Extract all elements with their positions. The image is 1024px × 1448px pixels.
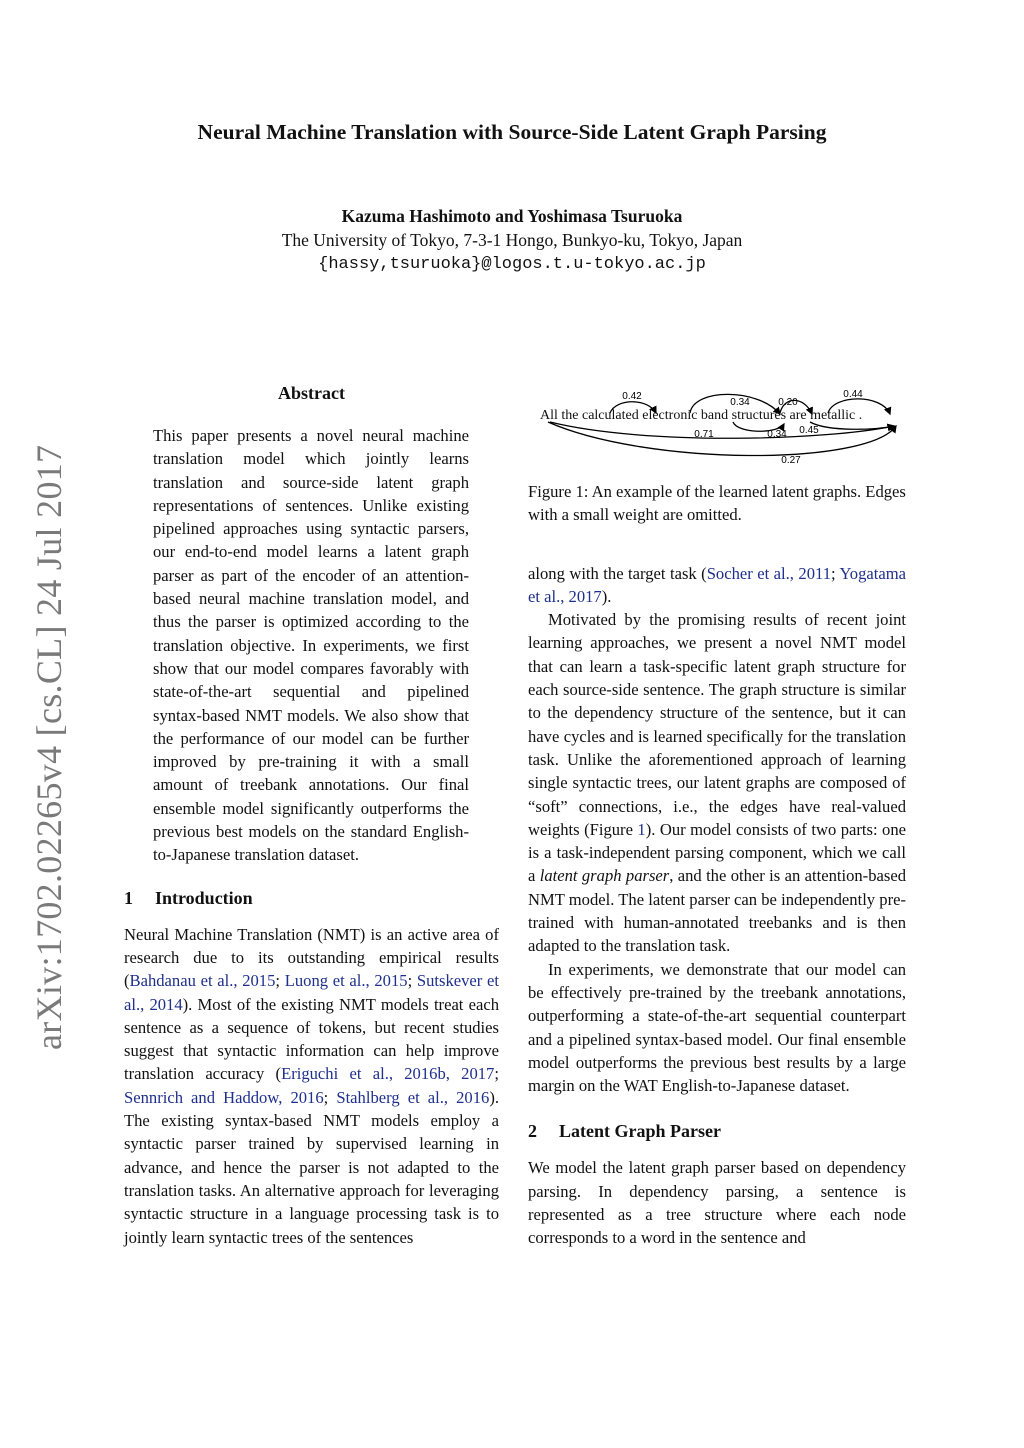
section-title: Latent Graph Parser: [559, 1121, 721, 1142]
section-title: Introduction: [155, 887, 253, 908]
intro-paragraph-1: Neural Machine Translation (NMT) is an active area of research due to its outstanding empirical results (Bahdanau et al., 2015; Luong et al., 2015; Sutskever et al., 2014). Most of the existing NMT models treat each sentence as a sequence of tokens, but recent studies suggest that syntactic information can help improve translation accuracy (Eriguchi et al., 2016b, 2017; Sennrich and Haddow, 2016; Stahlberg et al., 2016). The existing syntax-based NMT models employ a syntactic parser trained by supervised learning in advance, and hence the parser is not adapted to the translation tasks. An alternative approach for leveraging syntactic structure in a language processing task is to jointly learn syntactic trees of the sentences: [124, 924, 500, 1247]
citation-link[interactable]: Luong et al., 2015: [284, 971, 408, 991]
figure-reference-link[interactable]: 1: [637, 819, 646, 839]
abstract-heading: Abstract: [278, 383, 345, 403]
edge-label: 0.34: [767, 429, 787, 440]
citation-link[interactable]: Eriguchi et al., 2016b, 2017: [281, 1064, 495, 1084]
figure-caption: Figure 1: An example of the learned latent graphs. Edges with a small weight are omitted.: [528, 482, 906, 525]
edge-label: 0.34: [730, 397, 750, 408]
edge-label: 0.20: [778, 397, 798, 408]
affiliation: The University of Tokyo, 7-3-1 Hongo, Bunkyo-ku, Tokyo, Japan: [281, 230, 743, 250]
citation-link[interactable]: Sennrich and Haddow, 2016: [124, 1087, 324, 1107]
section-heading-latent-graph-parser: [528, 1121, 906, 1142]
paper-title: Neural Machine Translation with Source-Side Latent Graph Parsing: [197, 120, 827, 144]
section-number: 2: [528, 1121, 537, 1142]
section2-paragraph-1: We model the latent graph parser based on dependency parsing. In dependency parsing, a sentence is represented as a tree structure where each node corresponds to a word in the sentence and: [528, 1158, 906, 1248]
edge-label: 0.27: [781, 455, 801, 466]
left-column: [124, 380, 499, 1249]
section-heading-introduction: [124, 888, 499, 909]
intro-paragraph-4: In experiments, we demonstrate that our model can be effectively pre-trained by the treebank annotations, outperforming a state-of-the-art sequential counterpart and a pipelined syntax-based model. Our final ensemble model outperforms the previous best results by a large margin on the WAT English-to-Japanese dataset.: [528, 959, 906, 1096]
arxiv-stamp: arXiv:1702.02265v4 [cs.CL] 24 Jul 2017: [29, 444, 69, 1050]
abstract-text: This paper presents a novel neural machine translation model which jointly learns translation and source-side latent graph representations of sentences. Unlike existing pipelined approaches using syntactic parsers, our end-to-end model learns a latent graph parser as part of the encoder of an attention-based neural machine translation model, and thus the parser is optimized according to the translation objective. In experiments, we first show that our model compares favorably with state-of-the-art sequential and pipelined syntax-based NMT models. We also show that the performance of our model can be further improved by pre-training it with a small amount of treebank annotations. Our final ensemble model significantly outperforms the previous best models on the standard English-to-Japanese translation dataset.: [153, 426, 469, 865]
edge-label: 0.71: [694, 429, 714, 440]
edge-label: 0.45: [799, 425, 819, 436]
citation-link[interactable]: Socher et al., 2011: [706, 563, 831, 583]
figure-1: [528, 380, 906, 480]
citation-link[interactable]: Sutskever et al., 2014: [124, 971, 499, 1014]
edge-0.71: [550, 422, 894, 438]
edge-label: 0.44: [843, 389, 863, 400]
latent-graph-diagram: [528, 380, 906, 472]
intro-paragraph-3: Motivated by the promising results of recent joint learning approaches, we present a novel NMT model that can learn a task-specific latent graph structure for each source-side sentence. The graph structure is similar to the dependency structure of the sentence, but it can have cycles and is learned specifically for the translation task. Unlike the aforementioned approach of learning single syntactic trees, our latent graphs are composed of “soft” connections, i.e., the edges have real-valued weights (Figure 1). Our model consists of two parts: one is a task-independent parsing component, which we call a latent graph parser, and the other is an attention-based NMT model. The latent parser can be independently pre-trained with human-annotated treebanks and is then adapted to the translation task.: [528, 610, 906, 956]
figure-sentence: All the calculated electronic band structures are metallic .: [540, 408, 863, 423]
intro-paragraph-2: along with the target task (Socher et al., 2011; Yogatama et al., 2017).: [528, 563, 906, 606]
section-number: 1: [124, 887, 133, 908]
email: {hassy,tsuruoka}@logos.t.u-tokyo.ac.jp: [318, 255, 706, 274]
citation-link[interactable]: Bahdanau et al., 2015: [129, 971, 276, 991]
authors: Kazuma Hashimoto and Yoshimasa Tsuruoka: [341, 206, 683, 226]
citation-link[interactable]: Yogatama et al., 2017: [528, 563, 906, 606]
right-column: [528, 380, 906, 1250]
citation-link[interactable]: Stahlberg et al., 2016: [336, 1087, 490, 1107]
edge-label: 0.42: [622, 391, 642, 402]
